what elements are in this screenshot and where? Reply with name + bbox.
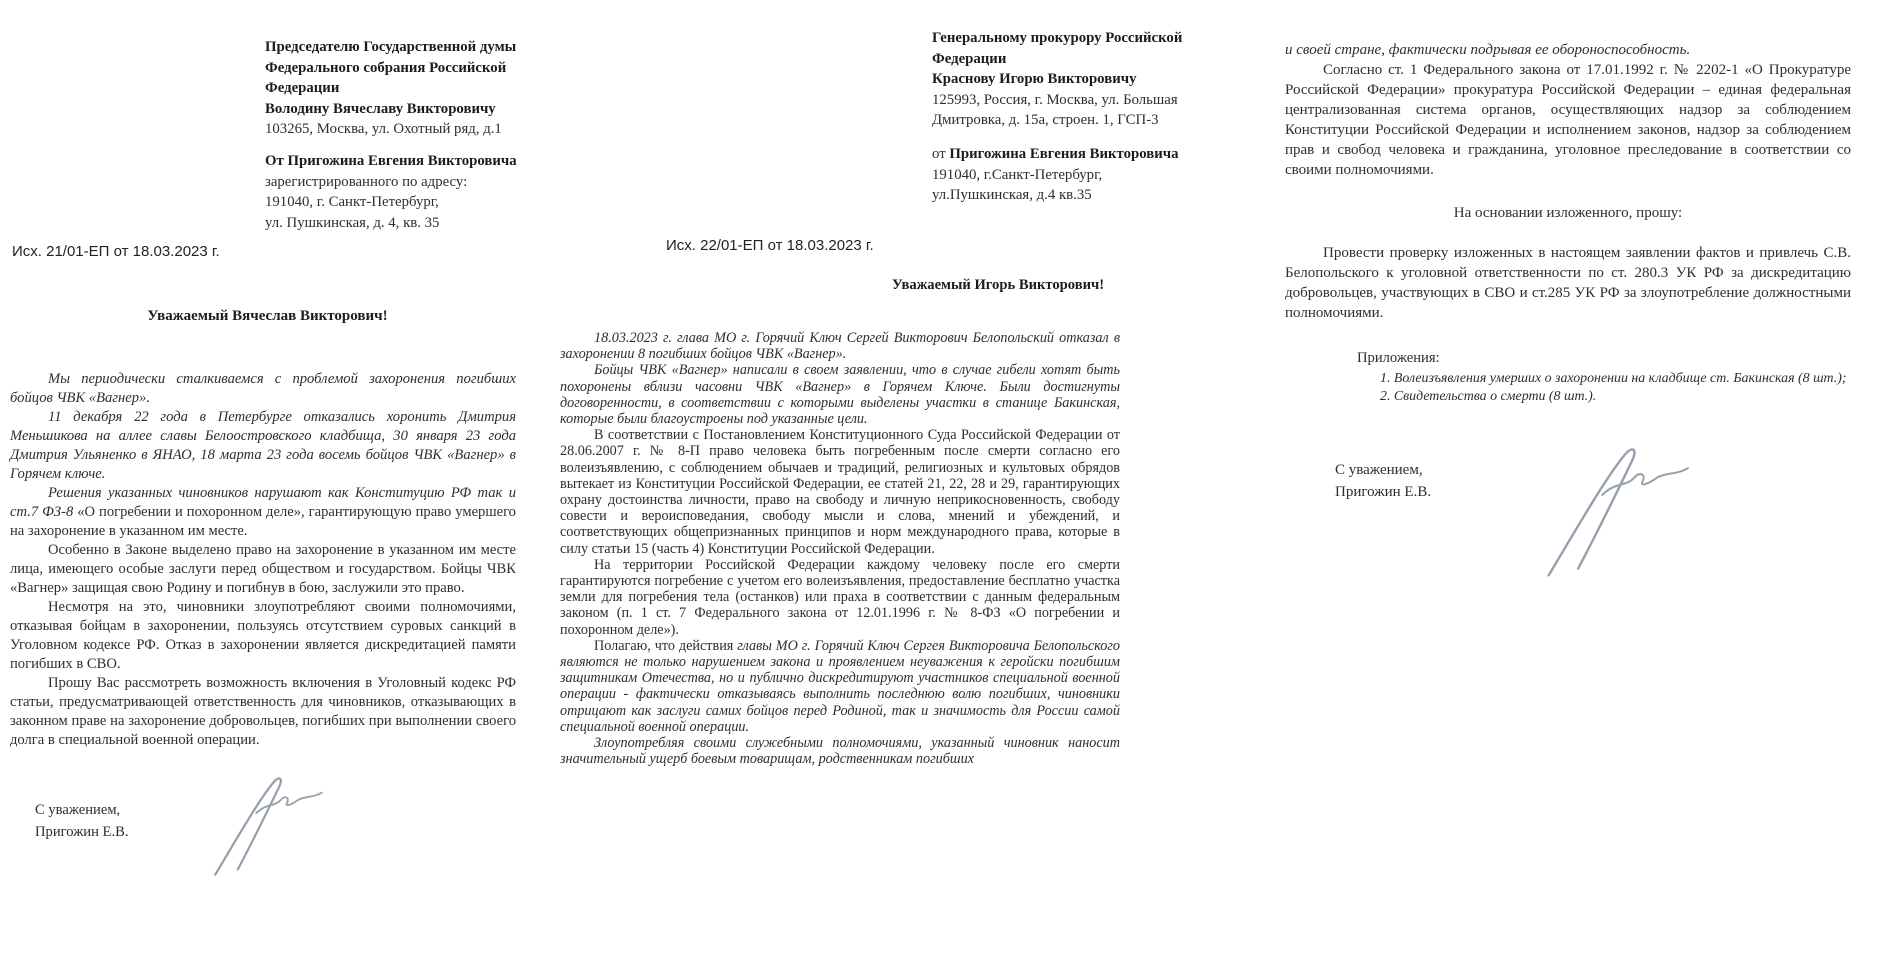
address-line (265, 78, 516, 99)
text-segment: Несмотря на это, чиновники злоупотребляют своими полномочиями, отказывая бойцам в захоронении, пользуясь отсутствием суровых санкций в Уголовном кодексе РФ. Отказ в захоронении является дискредитацией памяти погибших в СВО. (10, 599, 516, 672)
text-segment: Решения указанных чиновников нарушают как Конституцию РФ так и ст.7 ФЗ-8 (10, 485, 516, 520)
address-line (932, 110, 1182, 131)
text-segment: Федерального собрания Российской (265, 59, 507, 76)
signature-stroke (205, 768, 333, 883)
signoff-line: Пригожин Е.В. (35, 823, 129, 840)
paragraph (560, 735, 1120, 767)
text-segment: 103265, Москва, ул. Охотный ряд, д.1 (265, 121, 502, 137)
address-line (932, 69, 1182, 90)
signoff-block (1335, 460, 1431, 503)
text-segment: Прошу Вас рассмотреть возможность включения в Уголовный кодекс РФ статьи, предусматривающей ответственность для чиновников, отказывающих в законном праве на захоронение добровольцев, погибших при выполнении своего долга в специальной военной операции. (10, 675, 516, 748)
signature-prigozhin (205, 768, 333, 883)
outgoing-ref-line: Исх. 22/01-ЕП от 18.03.2023 г. (666, 237, 874, 254)
text-segment: Злоупотребляя своими служебными полномочиями, указанный чиновник наносит значительный ущерб боевым товарищам, родственникам погибших (560, 735, 1120, 768)
paragraph (10, 484, 516, 541)
text-segment: зарегистрированного по адресу: (265, 173, 468, 190)
letter-body-continuation (1285, 40, 1851, 180)
text-segment: Дмитровка, д. 15а, строен. 1, ГСП-3 (932, 112, 1159, 128)
text-segment: ул.Пушкинская, д.4 кв.35 (932, 187, 1092, 203)
signoff-line: С уважением, (1335, 462, 1423, 478)
text-segment: Краснову Игорю Викторовичу (932, 71, 1137, 87)
address-line (932, 185, 1179, 206)
address-line (932, 28, 1182, 49)
paragraph (10, 674, 516, 750)
text-segment: 191040, г.Санкт-Петербург, (932, 166, 1103, 183)
paragraph (560, 362, 1120, 427)
paragraph (1285, 40, 1851, 60)
attachment-item: 2. Свидетельства о смерти (8 шт.). (1380, 388, 1597, 404)
text-segment: Федерации (932, 50, 1007, 67)
paragraph (560, 330, 1120, 362)
address-line (932, 90, 1182, 111)
paragraph (560, 427, 1120, 557)
text-segment: Бойцы ЧВК «Вагнер» написали в своем заявлении, что в случае гибели хотят быть похоронены вблизи часовни ЧВК «Вагнер» в Горячем Ключе. Были достигнуты договоренности, в соответствии с которыми выделены участки в станице Бакинская, которые были благоустроены под указанные цели. (560, 362, 1120, 428)
sender-address-block (265, 151, 517, 233)
text-segment: В соответствии с Постановлением Конституционного Суда Российской Федерации от 28.06.2007 г. № 8-П право человека быть погребенным после смерти согласно его волеизъявлению, с соблюдением обычаев и традиций, религиозных и культовых обрядов вытекает из Конституции Российской Федерации, ее статей 21, 22, 28 и 29, гарантирующих охрану достоинства личности, право на свободу и личную неприкосновенность, свободу совести и вероисповедания, свободу мысли и слова, мнений и убеждений, и соответствующих общепризнанных принципов и норм международного права, которые в силу статьи 15 (часть 4) Конституции Российской Федерации. (560, 427, 1120, 557)
text-segment: Председателю Государственной думы (265, 39, 517, 55)
text-segment: ул. Пушкинская, д. 4, кв. 35 (265, 214, 440, 231)
text-segment: Согласно ст. 1 Федерального закона от 17.01.1992 г. № 2202-1 «О Прокуратуре Российской Федерации» прокуратура Российской Федерации – единая федеральная централизованная система органов, осуществляющих надзор за соблюдением Конституции Российской Федерации и исполнением законов, надзор за соблюдением прав и свобод человека и гражданина, уголовное преследование в соответствии со своими полномочиями. (1285, 62, 1851, 178)
text-segment: От Пригожина Евгения Викторовича (265, 153, 517, 169)
salutation: Уважаемый Игорь Викторович! (892, 277, 1105, 293)
text-segment: Генеральному прокурору Российской (932, 30, 1183, 46)
text-segment: Федерации (265, 80, 340, 96)
recipient-address-block (265, 37, 516, 140)
text-segment: Володину Вячеславу Викторовичу (265, 100, 496, 117)
attachment-item: 1. Волеизъявления умерших о захоронении на кладбище ст. Бакинская (8 шт.); (1380, 371, 1847, 386)
text-segment: Полагаю, что действия (594, 637, 738, 654)
address-line (265, 119, 516, 140)
address-line (265, 99, 516, 120)
paragraph (10, 370, 516, 408)
request-paragraph (1285, 243, 1851, 323)
letter-page-krasnov-2 (1285, 0, 1855, 968)
address-line (932, 49, 1182, 70)
signature-stroke (1533, 436, 1705, 586)
outgoing-ref-line: Исх. 21/01-ЕП от 18.03.2023 г. (12, 243, 220, 260)
address-line (265, 192, 517, 213)
paragraph (560, 638, 1120, 735)
text-segment: Особенно в Законе выделено право на захоронение в указанном им месте лица, имеющего особые заслуги перед обществом и государством. Бойцы ЧВК «Вагнер» защищая свою Родину и погибнув в бою, заслужили это право. (10, 542, 516, 596)
letter-body (10, 370, 516, 750)
text-segment: от (932, 146, 950, 162)
letter-page-krasnov-1 (560, 0, 1183, 968)
signature-prigozhin (1533, 436, 1705, 586)
address-line (265, 151, 517, 172)
address-line (265, 172, 517, 193)
text-segment: и своей стране, фактически подрывая ее обороноспособность. (1285, 42, 1691, 58)
paragraph (10, 408, 516, 484)
attachments-block (1285, 349, 1851, 405)
text-segment: Мы периодически сталкиваемся с проблемой захоронения погибших бойцов ЧВК «Вагнер». (10, 371, 516, 406)
paragraph (10, 598, 516, 674)
address-line (265, 58, 516, 79)
signoff-line: С уважением, (35, 802, 121, 818)
sender-address-block (932, 144, 1179, 206)
attachments-label: Приложения: (1357, 350, 1440, 366)
text-segment: главы МО г. Горячий Ключ Сергея Викторовича Белопольского являются не только нарушением закона и проявлением неуважения к геройски погибшим защитникам Отечества, но и публично дискредитируют участников специальной военной операции - фактически отказываясь выполнить последнюю волю погибших, чиновники отрицают как заслуги самих бойцов перед Родиной, так и значимость для России самой специальной военной операции. (560, 637, 1120, 735)
text-segment: 18.03.2023 г. глава МО г. Горячий Ключ Сергей Викторович Белопольский отказал в захоронении 8 погибших бойцов ЧВК «Вагнер». (560, 330, 1120, 363)
text-segment: «О погребении и похоронном деле», гарантирующую право умершего на захоронение в указанном им месте. (10, 504, 516, 539)
address-line (932, 165, 1179, 186)
text-segment: Пригожина Евгения Викторовича (949, 146, 1179, 162)
salutation: Уважаемый Вячеслав Викторович! (147, 308, 388, 324)
text-segment: 125993, Россия, г. Москва, ул. Большая (932, 91, 1178, 108)
paragraph (10, 541, 516, 598)
letter-page-volodin (10, 0, 532, 968)
text-segment: Провести проверку изложенных в настоящем заявлении фактов и привлечь С.В. Белопольского к уголовной ответственности по ст. 280.3 УК РФ за дискредитацию добровольцев, участвующих в СВО и ст.285 УК РФ за злоупотребление должностными полномочиями. (1285, 245, 1851, 321)
signoff-block (35, 800, 129, 843)
address-line (265, 213, 517, 234)
paragraph (1285, 60, 1851, 180)
text-segment: 191040, г. Санкт-Петербург, (265, 194, 439, 210)
recipient-address-block (932, 28, 1182, 131)
address-line (265, 37, 516, 58)
letter-body (560, 330, 1120, 767)
paragraph (560, 557, 1120, 638)
text-segment: На территории Российской Федерации каждому человеку после его смерти гарантируются погребение с учетом его волеизъявления, предоставление бесплатно участка земли для погребения тела (останков) или праха в соответствии с данным федеральным законом (п. 1 ст. 7 Федерального закона от 12.01.1996 г. № 8-ФЗ «О погребении и похоронном деле»). (560, 556, 1120, 638)
address-line (932, 144, 1179, 165)
text-segment: 11 декабря 22 года в Петербурге отказались хоронить Дмитрия Меньшикова на аллее славы Белоостровского кладбища, 30 января 23 года Дмитрия Ульяненко в ЯНАО, 18 марта 23 года восемь бойцов ЧВК «Вагнер» в Горячем ключе. (10, 409, 516, 482)
request-heading: На основании изложенного, прошу: (1453, 205, 1683, 221)
signoff-line: Пригожин Е.В. (1335, 483, 1432, 500)
attachments-list (1285, 370, 1851, 405)
paragraph (1285, 243, 1851, 323)
